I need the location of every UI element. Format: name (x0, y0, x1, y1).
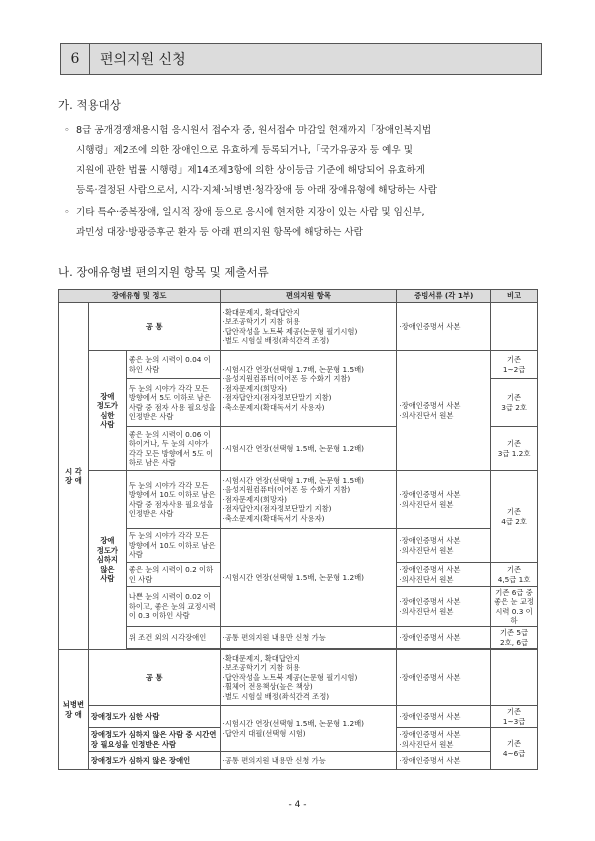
table-cell: ·장애인증명서 사본 ·의사진단서 원본 (397, 728, 491, 752)
brain-lesion-label: 뇌병변 장 애 (59, 650, 89, 770)
severe-docs: ·장애인증명서 사본 ·의사진단서 원본 (397, 351, 491, 471)
section-header (60, 43, 542, 75)
cond-row: 장애정도가 심하지 않은 사람 중 시간연장 필요성을 인정받은 사람 (88, 728, 220, 752)
table-cell: ·장애인증명서 사본 (397, 706, 491, 728)
table-cell (491, 303, 538, 351)
subsection-b-title: 나. 장애유형별 편의지원 항목 및 제출서류 (58, 265, 269, 279)
table-cell: ·공통 편의지원 내용만 신청 가능 (220, 752, 397, 770)
subsection-a-title: 가. 적용대상 (58, 98, 121, 112)
cond-row: 위 조건 외의 시각장애인 (126, 627, 220, 649)
cond-row: 장애정도가 심하지 않은 장애인 (88, 752, 220, 770)
table-cell: ·장애인증명서 사본 ·의사진단서 원본 (397, 529, 491, 563)
cond-row: 두 눈의 시야가 각각 모든 방향에서 10도 이하로 남은 사람 중 점자사용 필요성을 인정받은 사람 (126, 471, 220, 529)
table-cell: ·장애인증명서 사본 ·의사진단서 원본 (397, 471, 491, 529)
section-title: 편의지원 신청 (100, 52, 186, 68)
brain-common-support: ·확대문제지, 확대답안지 ·보조공학기기 지참 허용 ·답안작성을 노트북 제공(논문형 필기시험) ·휠체어 전용책상(높은 책상) ·별도 시험실 배정(좌석간격 조정) (220, 650, 397, 706)
table-cell: ·공통 편의지원 내용만 신청 가능 (220, 627, 397, 649)
common-label: 공 통 (88, 303, 220, 351)
table-cell (491, 650, 538, 706)
page-number: - 4 - (288, 800, 307, 810)
cond-row: 두 눈의 시야가 각각 모든 방향에서 10도 이하로 남은 사람 (126, 529, 220, 563)
nonsevere-support-1: ·시험시간 연장(선택형 1.7배, 논문형 1.5배) ·음성지원컴퓨터(이어폰 등 수화기 지참) ·점자문제지(희망자) ·점자답안지(점자정보단말기 지참) ·축소문제지(확대독서기 사용자) (220, 471, 397, 529)
table-cell: 기존 4~6급 (491, 728, 538, 770)
table-cell: 기존 6급 중 좋은 눈 교정시력 0.3 이하 (491, 587, 538, 627)
header-type: 장애유형 및 정도 (59, 290, 221, 303)
header-docs: 증빙서류 (각 1부) (397, 290, 491, 303)
header-support: 편의지원 항목 (220, 290, 397, 303)
brain-support: ·시험시간 연장(선택형 1.5배, 논문형 1.2배) ·답안지 대필(선택형 시험) (220, 706, 397, 752)
table-cell: ·장애인증명서 사본 ·의사진단서 원본 (397, 563, 491, 587)
table-cell: 기존 5급 2호, 6급 (491, 627, 538, 649)
table-cell: ·시험시간 연장(선택형 1.5배, 논문형 1.2배) (220, 427, 397, 471)
table-cell: ·장애인증명서 사본 ·의사진단서 원본 (397, 587, 491, 627)
table-cell: 기존 1~2급 (491, 351, 538, 379)
table-cell: 기존 1~3급 (491, 706, 538, 728)
severe-label: 장애 정도가 심한 사람 (88, 351, 126, 471)
section-number: 6 (61, 44, 90, 74)
target-paragraph-1: ◦ 8급 공개경쟁채용시험 응시원서 접수자 중, 원서접수 마감일 현재까지「장애인복지법 시행령」제2조에 의한 장애인으로 유효하게 등록되거나,「국가유공자 등 예우 및 지원에 관한 법률 시행령」제14조제3항에 의한 상이등급 기준에 해당되어 유효하게 등록·결정된 사람으로서, 시각·지체·뇌병변·청각장애 등 아래 장애유형에 해당하는 사람 (64, 125, 437, 196)
cond-row: 좋은 눈의 시력이 0.2 이하인 사람 (126, 563, 220, 587)
nonsevere-support-2: ·시험시간 연장(선택형 1.5배, 논문형 1.2배) (220, 529, 397, 627)
table-cell: ·장애인증명서 사본 (397, 650, 491, 706)
nonsevere-label: 장애 정도가 심하지 않은 사람 (88, 471, 126, 650)
severe-support: ·시험시간 연장(선택형 1.7배, 논문형 1.5배) ·음성지원컴퓨터(이어폰 등 수화기 지참) ·점자문제지(희망자) ·점자답안지(점자정보단말기 지참) ·축소문제지(확대독서기 사용자) (220, 351, 397, 427)
support-table (58, 289, 538, 770)
table-cell: 기존 3급 2호 (491, 379, 538, 427)
table-cell: 기존 4,5급 1호 (491, 563, 538, 587)
cond-row: 좋은 눈의 시력이 0.06 이하이거나, 두 눈의 시야가 각각 모든 방향에서 5도 이하로 남은 사람 (126, 427, 220, 471)
common-docs: ·장애인증명서 사본 (397, 303, 491, 351)
table-cell: 공 통 (88, 650, 220, 706)
cond-row: 좋은 눈의 시력이 0.04 이하인 사람 (126, 351, 220, 379)
target-paragraph-2: ◦ 기타 특수·중복장애, 일시적 장애 등으로 응시에 현저한 지장이 있는 사람 및 임신부, 과민성 대장·방광증후군 환자 등 아래 편의지원 항목에 해당하는 사람 (64, 207, 425, 238)
table-cell: ·장애인증명서 사본 (397, 752, 491, 770)
table-cell: 기존 3급 1.2호 (491, 427, 538, 471)
table-cell: 기존 4급 2호 (491, 471, 538, 563)
visual-impairment-label: 시 각 장 애 (59, 303, 89, 650)
cond-row: 나쁜 눈의 시력이 0.02 이하이고, 좋은 눈의 교정시력이 0.3 이하인 사람 (126, 587, 220, 627)
cond-row: 두 눈의 시야가 각각 모든 방향에서 5도 이하로 남은 사람 중 점자 사용 필요성을 인정받은 사람 (126, 379, 220, 427)
table-cell: ·장애인증명서 사본 (397, 627, 491, 649)
cond-row: 장애정도가 심한 사람 (88, 706, 220, 728)
header-note: 비고 (491, 290, 538, 303)
common-support: ·확대문제지, 확대답안지 ·보조공학기기 지참 허용 ·답안작성을 노트북 제공(논문형 필기시험) ·별도 시험실 배정(좌석간격 조정) (220, 303, 397, 351)
